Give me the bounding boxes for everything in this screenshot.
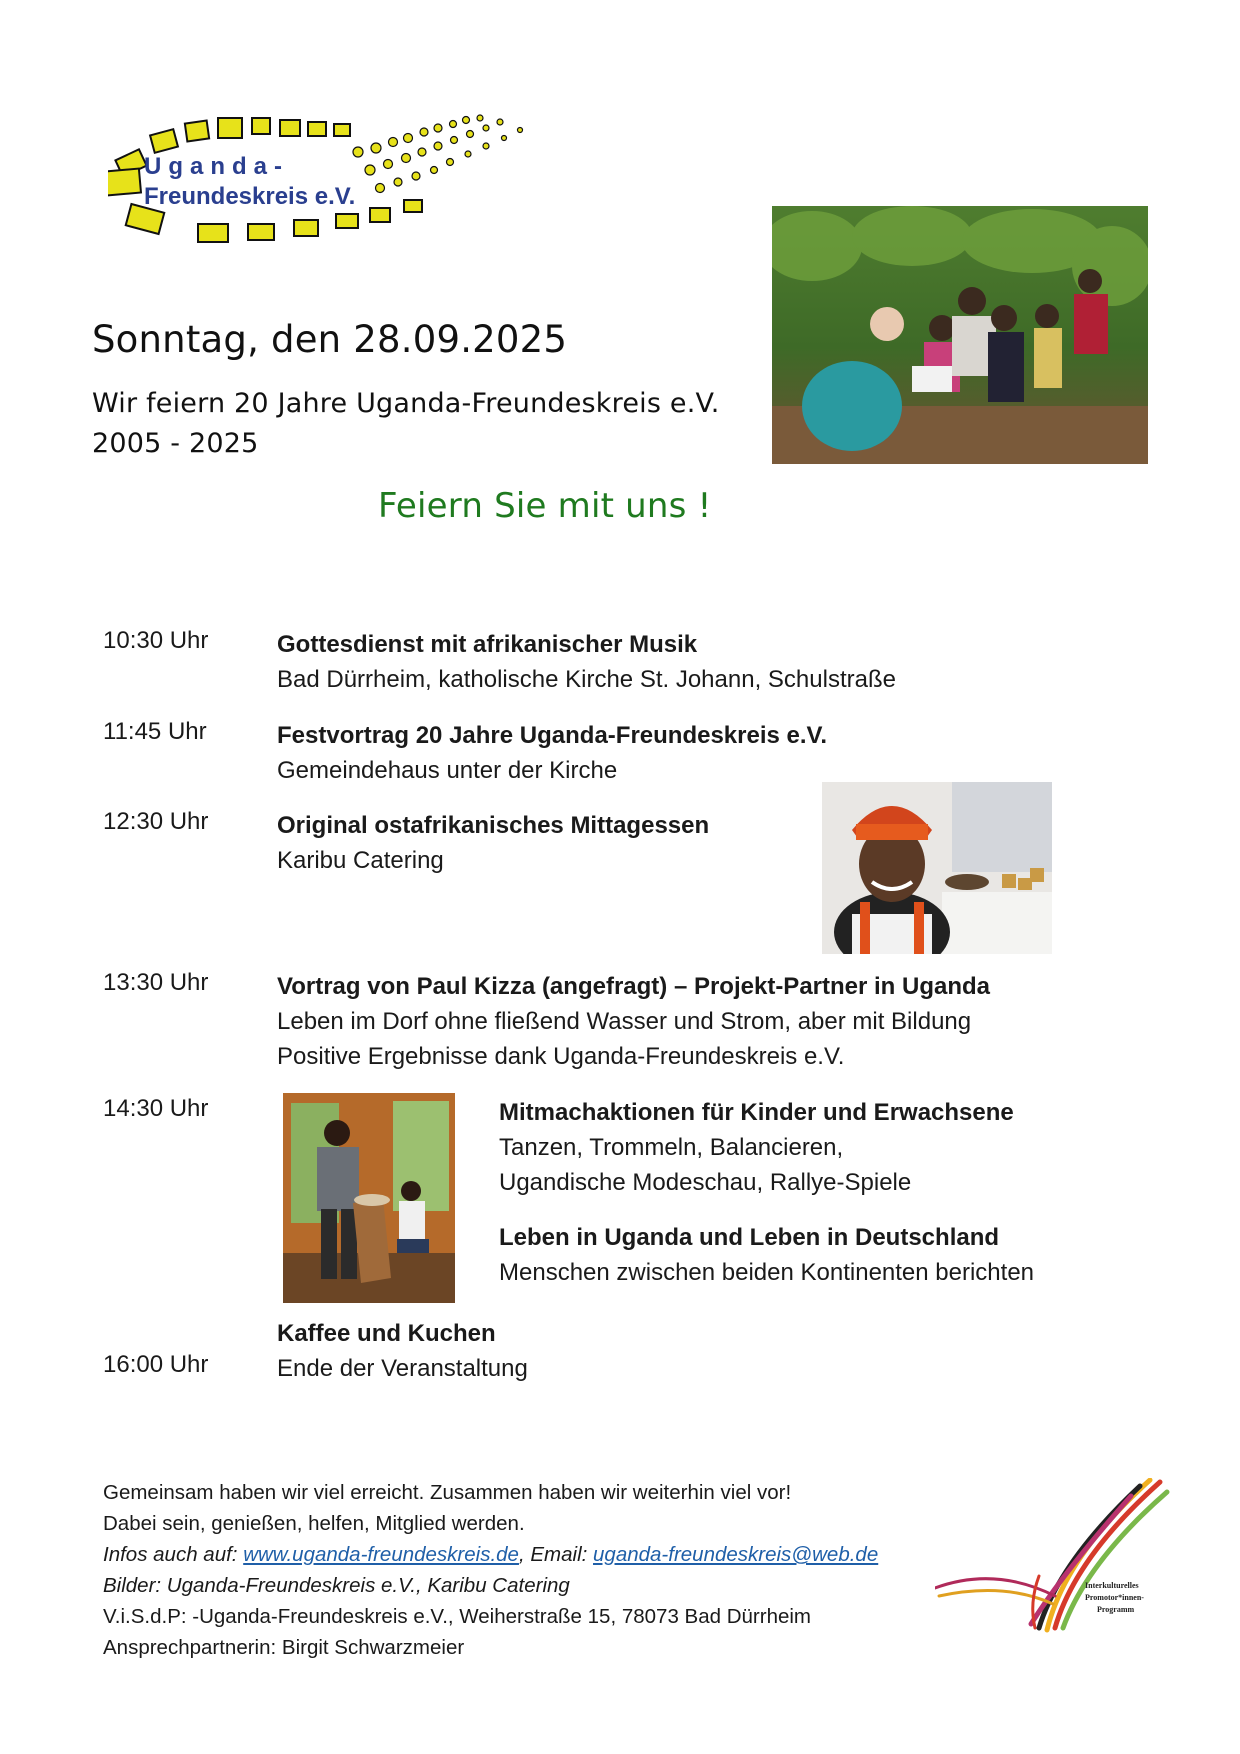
email-prefix: , Email: xyxy=(518,1543,594,1566)
promotor-line1: Interkulturelles xyxy=(1085,1581,1139,1590)
schedule-detail: Bad Dürrheim, katholische Kirche St. Johann, Schulstraße xyxy=(277,666,896,693)
schedule-detail: Gemeindehaus unter der Kirche xyxy=(277,757,618,784)
event-years: 2005 - 2025 xyxy=(92,428,259,459)
website-link[interactable]: www.uganda-freundeskreis.de xyxy=(243,1543,519,1566)
visdp-line: V.i.S.d.P: -Uganda-Freundeskreis e.V., Weiherstraße 15, 78073 Bad Dürrheim xyxy=(103,1605,812,1628)
schedule-time: 12:30 Uhr xyxy=(103,808,209,835)
photo-village-children xyxy=(772,206,1148,464)
schedule-item xyxy=(277,1316,496,1351)
schedule-item xyxy=(277,808,709,878)
schedule-detail: Karibu Catering xyxy=(277,847,444,874)
schedule-title: Vortrag von Paul Kizza (angefragt) – Projekt-Partner in Uganda xyxy=(277,973,991,1000)
image-credits: Bilder: Uganda-Freundeskreis e.V., Karibu Catering xyxy=(103,1574,570,1597)
schedule-item xyxy=(499,1095,1034,1290)
event-date: Sonntag, den 28.09.2025 xyxy=(92,318,568,361)
schedule-time: 13:30 Uhr xyxy=(103,969,209,996)
infos-prefix: Infos auch auf: xyxy=(103,1543,244,1566)
schedule-item xyxy=(277,969,990,1074)
schedule-time: 16:00 Uhr xyxy=(103,1351,209,1378)
logo-swirl-graphic xyxy=(108,112,608,262)
schedule-item xyxy=(277,718,827,788)
contact-person: Ansprechpartnerin: Birgit Schwarzmeier xyxy=(103,1636,465,1659)
schedule-detail: Ugandische Modeschau, Rallye-Spiele xyxy=(499,1169,912,1196)
footer-info xyxy=(103,1477,878,1663)
schedule-detail: Ende der Veranstaltung xyxy=(277,1355,528,1382)
schedule-title: Gottesdienst mit afrikanischer Musik xyxy=(277,631,698,658)
logo-text-line1: Uganda- xyxy=(144,153,289,180)
footer-line: Dabei sein, genießen, helfen, Mitglied werden. xyxy=(103,1512,525,1535)
schedule-detail: Leben im Dorf ohne fließend Wasser und Strom, aber mit Bildung xyxy=(277,1008,972,1035)
ribbon-graphic xyxy=(935,1478,1170,1648)
schedule-detail: Positive Ergebnisse dank Uganda-Freundeskreis e.V. xyxy=(277,1043,845,1070)
schedule-item xyxy=(277,627,896,697)
logo-text-line2: Freundeskreis e.V. xyxy=(144,183,356,210)
schedule-title: Mitmachaktionen für Kinder und Erwachsene xyxy=(499,1099,1014,1126)
schedule-title: Original ostafrikanisches Mittagessen xyxy=(277,812,710,839)
footer-links-line xyxy=(103,1539,878,1570)
schedule-time: 14:30 Uhr xyxy=(103,1095,209,1122)
promotor-program-logo xyxy=(935,1478,1170,1648)
schedule-title: Leben in Uganda und Leben in Deutschland xyxy=(499,1224,1000,1251)
schedule-time: 10:30 Uhr xyxy=(103,627,209,654)
schedule-item xyxy=(277,1351,528,1386)
schedule-title: Kaffee und Kuchen xyxy=(277,1320,496,1347)
schedule-title: Festvortrag 20 Jahre Uganda-Freundeskreis e.V. xyxy=(277,722,828,749)
photo-drumming xyxy=(283,1093,455,1303)
promotor-line2: Promotor*innen- xyxy=(1085,1593,1144,1602)
footer-line: Gemeinsam haben wir viel erreicht. Zusammen haben wir weiterhin viel vor! xyxy=(103,1481,792,1504)
event-subtitle: Wir feiern 20 Jahre Uganda-Freundeskreis e.V. xyxy=(92,388,720,419)
promotor-line3: Programm xyxy=(1097,1605,1135,1614)
schedule-time: 11:45 Uhr xyxy=(103,718,207,745)
email-link[interactable]: uganda-freundeskreis@web.de xyxy=(593,1543,879,1566)
schedule-detail: Menschen zwischen beiden Kontinenten berichten xyxy=(499,1259,1035,1286)
association-logo xyxy=(108,112,608,262)
invite-headline: Feiern Sie mit uns ! xyxy=(378,486,712,526)
photo-caterer xyxy=(822,782,1052,954)
schedule-detail: Tanzen, Trommeln, Balancieren, xyxy=(499,1134,844,1161)
